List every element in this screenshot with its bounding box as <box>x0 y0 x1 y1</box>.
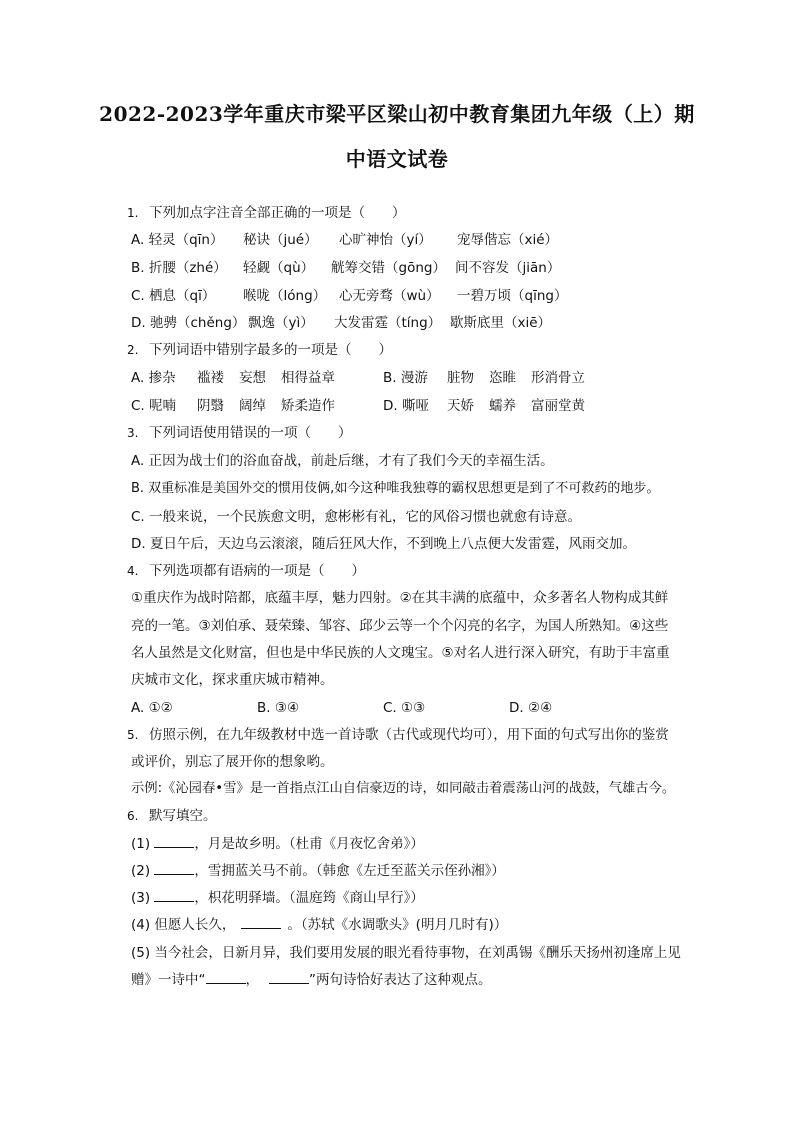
option-word: B. 折腰（zhé） <box>131 260 227 276</box>
option-word: 秘诀（jué） <box>243 232 318 248</box>
q1-option-c <box>131 286 567 306</box>
option-word: 飘逸（yì） <box>248 315 314 331</box>
q2-options-row-2 <box>131 396 585 416</box>
answer-blank[interactable] <box>154 874 194 875</box>
question-stem: 下列选项都有语病的一项是（ ） <box>149 563 365 579</box>
exam-title-line-2: 中语文试卷 <box>345 147 449 171</box>
option-word: 脏物 <box>447 370 474 386</box>
q5-example: 示例:《沁园春•雪》是一首指点江山自信豪迈的诗，如同敲击着震荡山河的战鼓，气雄古今。 <box>131 781 676 796</box>
question-3 <box>127 423 352 443</box>
option-word: 轻觑（qù） <box>243 260 315 276</box>
q3-option-a: A. 正因为战士们的浴血奋战，前赴后继，才有了我们今天的幸福生活。 <box>131 453 554 469</box>
question-stem: 仿照示例，在九年级教材中选一首诗歌（古代或现代均可），用下面的句式写出你的鉴赏 <box>149 727 669 743</box>
question-number: 2. <box>127 343 139 357</box>
item-prefix: (2) <box>131 863 155 879</box>
q3-option-c: C. 一般来说，一个民族愈文明，愈彬彬有礼，它的风俗习惯也就愈有诗意。 <box>131 509 582 525</box>
question-2 <box>127 340 392 360</box>
q4-passage-line: 亮的一笔。③刘伯承、聂荣臻、邹容、邱少云等一个个闪亮的名字，为国人所熟知。④这些 <box>131 618 669 634</box>
q1-option-d <box>131 313 551 333</box>
question-5 <box>127 725 669 745</box>
q4-passage-line: 庆城市文化，探求重庆城市精神。 <box>131 672 334 688</box>
exam-title-line-1: 2022-2023学年重庆市梁平区梁山初中教育集团九年级（上）期 <box>99 102 695 126</box>
option-word: 恣睢 <box>489 370 516 386</box>
option-word: 心无旁骛（wù） <box>339 288 440 304</box>
option-word: 宠辱偕忘（xié） <box>457 232 559 248</box>
option-word: 妄想 <box>239 370 266 386</box>
option-word: 一碧万顷（qīng） <box>457 288 568 304</box>
option-word: C. 栖息（qī） <box>131 288 216 304</box>
question-stem: 下列词语中错别字最多的一项是（ ） <box>149 342 392 358</box>
option-word: 喉咙（lóng） <box>243 288 327 304</box>
answer-blank[interactable] <box>269 983 309 984</box>
option-word: 间不容发（jiān） <box>455 260 561 276</box>
question-stem: 下列词语使用错误的一项（ ） <box>149 425 352 441</box>
option-word: D. 嘶哑 <box>383 398 429 414</box>
item-text: 。（苏轼《水调歌头》(明月几时有)） <box>287 917 508 933</box>
option-a: A. ①② <box>131 700 173 716</box>
option-word: 蠕养 <box>489 398 516 414</box>
option-word: A. 掺杂 <box>131 370 176 386</box>
q6-item-3 <box>131 888 424 908</box>
answer-blank[interactable] <box>154 847 194 848</box>
q5-stem-continued: 或评价，别忘了展开你的想象哟。 <box>131 754 334 770</box>
option-c: C. ①③ <box>383 700 426 716</box>
option-word: 心旷神怡（yí） <box>339 232 432 248</box>
option-word: 天娇 <box>447 398 474 414</box>
option-word: 富丽堂黄 <box>531 398 585 414</box>
q6-item-5: (5) 当今社会，日新月异，我们要用发展的眼光看待事物，在刘禹锡《酬乐天扬州初逢席上见 <box>131 945 681 961</box>
q6-item-4 <box>131 915 507 935</box>
question-stem: 默写填空。 <box>149 808 217 824</box>
question-stem: 下列加点字注音全部正确的一项是（ ） <box>149 205 406 221</box>
q1-option-b <box>131 258 560 278</box>
option-word: A. 轻灵（qīn） <box>131 232 224 248</box>
question-6 <box>127 806 217 826</box>
question-number: 5. <box>127 728 139 742</box>
question-1 <box>127 203 406 223</box>
answer-blank[interactable] <box>241 928 281 929</box>
option-b: B. ③④ <box>257 700 300 716</box>
item-text: 赠》一诗中“ <box>131 972 206 988</box>
option-word: B. 漫游 <box>383 370 428 386</box>
option-word: C. 呢喃 <box>131 398 177 414</box>
answer-blank[interactable] <box>206 983 246 984</box>
q4-passage-line: 名人虽然是文化财富，但也是中华民族的人文瑰宝。⑤对名人进行深入研究，有助于丰富重 <box>131 645 670 661</box>
option-word: 觥筹交错（gōng） <box>331 260 446 276</box>
q6-item-1 <box>131 834 424 854</box>
item-text: ，枳花明驿墙。（温庭筠《商山早行》） <box>194 890 424 906</box>
option-d: D. ②④ <box>509 700 553 716</box>
question-4 <box>127 561 365 581</box>
option-word: 形消骨立 <box>531 370 585 386</box>
q1-option-a <box>131 230 558 250</box>
item-prefix: (4) 但愿人长久， <box>131 917 236 933</box>
question-number: 4. <box>127 564 139 578</box>
q6-item-2 <box>131 861 505 881</box>
item-prefix: (3) <box>131 890 155 906</box>
item-text: ”两句诗恰好表达了这种观点。 <box>309 972 492 988</box>
option-word: 褴褛 <box>197 370 224 386</box>
q2-options-row-1 <box>131 368 585 388</box>
option-word: D. 驰骋（chěng） <box>131 315 246 331</box>
item-text: ，雪拥蓝关马不前。（韩愈《左迁至蓝关示侄孙湘》） <box>194 863 505 879</box>
q6-item-5-continued <box>131 970 492 990</box>
q3-option-b: B. 双重标准是美国外交的惯用伎俩,如今这种唯我独尊的霸权思想更是到了不可救药的地步。 <box>131 481 660 496</box>
q4-passage-line: ①重庆作为战时陪都，底蕴丰厚，魅力四射。②在其丰满的底蕴中，众多著名人物构成其鲜 <box>131 590 669 606</box>
option-word: 阴翳 <box>197 398 224 414</box>
item-text: ， <box>245 972 259 988</box>
q4-options <box>131 698 552 718</box>
option-word: 阔绰 <box>239 398 266 414</box>
option-word: 歇斯底里（xiē） <box>450 315 552 331</box>
item-prefix: (1) <box>131 836 155 852</box>
question-number: 1. <box>127 206 139 220</box>
option-word: 矫柔造作 <box>281 398 335 414</box>
option-word: 相得益章 <box>281 370 335 386</box>
item-text: ，月是故乡明。（杜甫《月夜忆舍弟》） <box>194 836 424 852</box>
answer-blank[interactable] <box>154 901 194 902</box>
q3-option-d: D. 夏日午后，天边乌云滚滚，随后狂风大作，不到晚上八点便大发雷霆，风雨交加。 <box>131 536 636 552</box>
question-number: 6. <box>127 809 139 823</box>
question-number: 3. <box>127 426 139 440</box>
option-word: 大发雷霆（tíng） <box>334 315 442 331</box>
